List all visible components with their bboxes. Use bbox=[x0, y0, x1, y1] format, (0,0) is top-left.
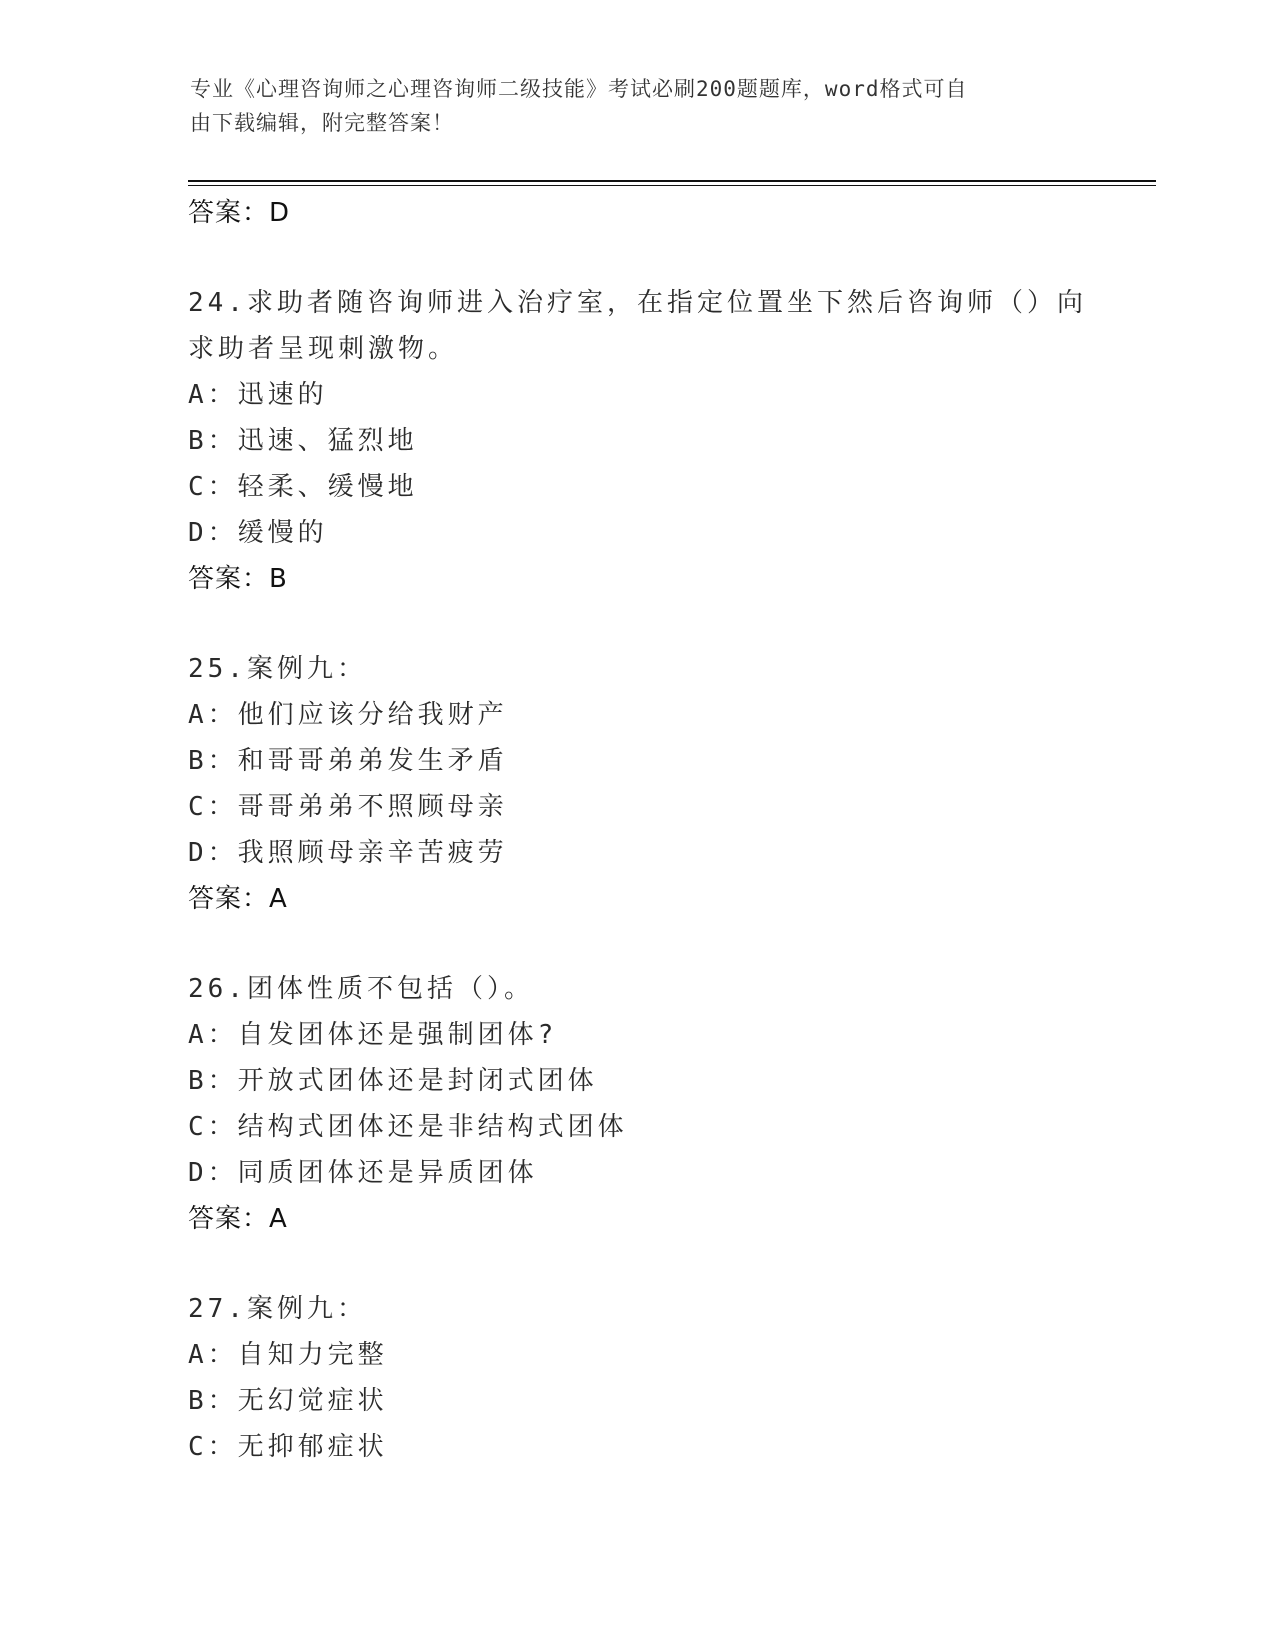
answer-line: 答案：B bbox=[188, 564, 288, 594]
answer-line: 答案：A bbox=[188, 884, 288, 914]
option-d: D：我照顾母亲辛苦疲劳 bbox=[188, 838, 508, 868]
option-a: A：迅速的 bbox=[188, 380, 328, 410]
question-26 bbox=[188, 966, 1088, 1242]
option-c: C：哥哥弟弟不照顾母亲 bbox=[188, 792, 508, 822]
option-c: C：无抑郁症状 bbox=[188, 1432, 388, 1462]
question-stem: 25.案例九： bbox=[188, 654, 367, 684]
option-d: D：同质团体还是异质团体 bbox=[188, 1158, 538, 1188]
question-stem: 27.案例九： bbox=[188, 1294, 367, 1324]
header-rule-thick bbox=[188, 180, 1156, 182]
answer-line: 答案：A bbox=[188, 1204, 288, 1234]
option-c: C：结构式团体还是非结构式团体 bbox=[188, 1112, 628, 1142]
option-b: B：和哥哥弟弟发生矛盾 bbox=[188, 746, 508, 776]
option-d: D：缓慢的 bbox=[188, 518, 328, 548]
answer-line: 答案：D bbox=[188, 198, 291, 228]
option-c: C：轻柔、缓慢地 bbox=[188, 472, 418, 502]
header-line-1: 专业《心理咨询师之心理咨询师二级技能》考试必刷200题题库，word格式可自 bbox=[190, 77, 968, 101]
header-line-2: 由下载编辑，附完整答案！ bbox=[190, 111, 454, 135]
page-header bbox=[190, 72, 1070, 140]
header-rule-thin bbox=[188, 185, 1156, 186]
option-b: B：无幻觉症状 bbox=[188, 1386, 388, 1416]
question-25 bbox=[188, 646, 1088, 922]
option-a: A：他们应该分给我财产 bbox=[188, 700, 508, 730]
question-24 bbox=[188, 280, 1088, 602]
option-b: B：开放式团体还是封闭式团体 bbox=[188, 1066, 598, 1096]
question-27 bbox=[188, 1286, 1088, 1470]
option-b: B：迅速、猛烈地 bbox=[188, 426, 418, 456]
question-stem: 24.求助者随咨询师进入治疗室，在指定位置坐下然后咨询师（）向求助者呈现刺激物。 bbox=[188, 288, 1087, 364]
option-a: A：自知力完整 bbox=[188, 1340, 388, 1370]
option-a: A：自发团体还是强制团体? bbox=[188, 1020, 558, 1050]
question-stem: 26.团体性质不包括（）。 bbox=[188, 974, 534, 1004]
question-list bbox=[188, 190, 1088, 1470]
